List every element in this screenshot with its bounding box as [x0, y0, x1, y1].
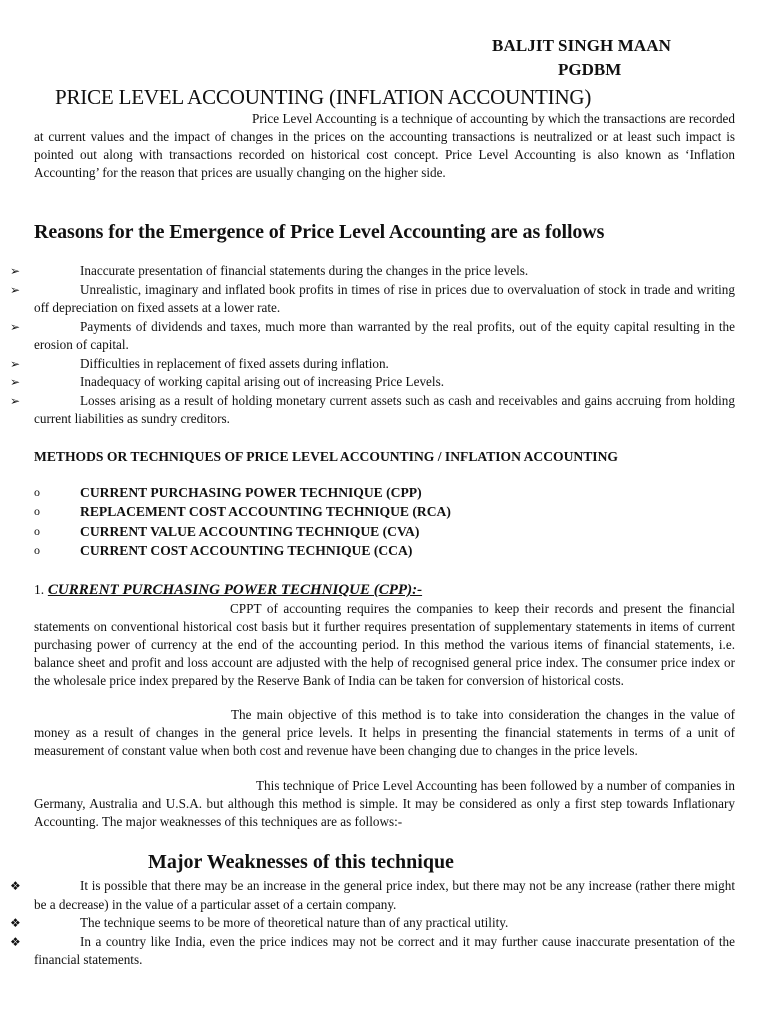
list-item: o CURRENT VALUE ACCOUNTING TECHNIQUE (CVA) [0, 522, 451, 541]
list-item: o CURRENT COST ACCOUNTING TECHNIQUE (CCA) [0, 541, 451, 560]
reasons-heading: Reasons for the Emergence of Price Level Accounting are as follows [34, 221, 605, 243]
list-item: ❖ The technique seems to be more of theoretical nature than of any practical utility. [0, 914, 735, 933]
diamond-bullet-icon: ❖ [10, 879, 21, 893]
cpp-paragraph-3: This technique of Price Level Accounting has been followed by a number of companies in Germany, Australia and U.S.A. but although this method is simple. It may be considered as only a first step towards Inflationary Accounting. The major weaknesses of this techniques are as follows:- [34, 778, 736, 829]
section-number: 1. [34, 582, 45, 597]
arrow-bullet-icon: ➢ [10, 264, 21, 278]
section-title: CURRENT PURCHASING POWER TECHNIQUE (CPP):- [47, 582, 423, 598]
weaknesses-list [0, 877, 735, 970]
list-item: o CURRENT PURCHASING POWER TECHNIQUE (CPP) [0, 483, 451, 502]
diamond-bullet-icon: ❖ [10, 916, 21, 930]
list-item: ➢ Difficulties in replacement of fixed assets during inflation. [0, 355, 735, 374]
document-title: PRICE LEVEL ACCOUNTING (INFLATION ACCOUNTING) [55, 85, 592, 109]
circle-bullet-icon: o [34, 542, 40, 557]
list-item: ➢ Losses arising as a result of holding monetary current assets such as cash and receivables and gains accruing from holding current liabilities as sundry creditors. [10, 392, 735, 426]
intro-rest: are recorded at current values and the impact of changes in the prices on the accounting transactions is neutralized or at least such impact is pointed out along with transactions recorded on historical cost concept. Price Level Accounting is also known as ‘Inflation Accounting’ for the reason that prices are usually changing on the higher side. [34, 111, 735, 180]
reasons-list [0, 262, 735, 429]
list-item: ➢ Inaccurate presentation of financial statements during the changes in the price levels. [0, 262, 735, 281]
cpp-paragraph-1: CPPT of accounting requires the companies to keep their records and present the financial statements on conventional historical cost basis but it further requires presentation of supplementary statements in items of current purchasing power of currency at the end of the accounting period. In this method the various items of financial statements, i.e. balance sheet and profit and loss account are adjusted with the help of recognised general price index. The consumer price index or the wholesale price index prepared by the Reserve Bank of India can be taken for conversion of historical costs. [34, 601, 736, 688]
intro-lead: Price Level Accounting is a technique of accounting by which the transactions [252, 111, 667, 126]
circle-bullet-icon: o [34, 504, 40, 519]
cpp-section-heading [34, 580, 422, 600]
cpp-paragraph-2: The main objective of this method is to take into consideration the changes in the value of money as a result of changes in the general price levels. It helps in presenting the financial statements in terms of a unit of measurement of constant value when both cost and revenue have been changing due to changes in the price levels. [34, 707, 736, 758]
diamond-bullet-icon: ❖ [10, 934, 21, 949]
methods-heading: METHODS OR TECHNIQUES OF PRICE LEVEL ACCOUNTING / INFLATION ACCOUNTING [34, 449, 618, 464]
arrow-bullet-icon: ➢ [10, 356, 21, 371]
methods-list [0, 483, 451, 560]
circle-bullet-icon: o [34, 523, 40, 538]
list-item: ➢ Unrealistic, imaginary and inflated book profits in times of rise in prices due to overvaluation of stock in trade and writing off depreciation on fixed assets at a lower rate. [10, 281, 735, 315]
arrow-bullet-icon: ➢ [10, 393, 21, 408]
circle-bullet-icon: o [34, 485, 40, 499]
list-item: o REPLACEMENT COST ACCOUNTING TECHNIQUE (RCA) [0, 502, 451, 521]
list-item: ➢ Payments of dividends and taxes, much more than warranted by the real profits, out of the equity capital resulting in the erosion of capital. [10, 318, 735, 352]
intro-paragraph [34, 110, 735, 182]
arrow-bullet-icon: ➢ [10, 319, 21, 334]
arrow-bullet-icon: ➢ [10, 375, 21, 389]
program-name: PGDBM [558, 60, 622, 79]
author-name: BALJIT SINGH MAAN [492, 36, 671, 55]
arrow-bullet-icon: ➢ [10, 282, 21, 297]
list-item: ➢ Inadequacy of working capital arising out of increasing Price Levels. [0, 373, 735, 392]
list-item: ❖ It is possible that there may be an increase in the general price index, but there may not be any increase (rather there might be a decrease) in the value of a particular asset of a certain company. [10, 878, 735, 912]
weaknesses-heading: Major Weaknesses of this technique [148, 851, 454, 873]
list-item: ❖ In a country like India, even the price indices may not be correct and it may further cause inaccurate presentation of the financial statements. [10, 933, 735, 967]
